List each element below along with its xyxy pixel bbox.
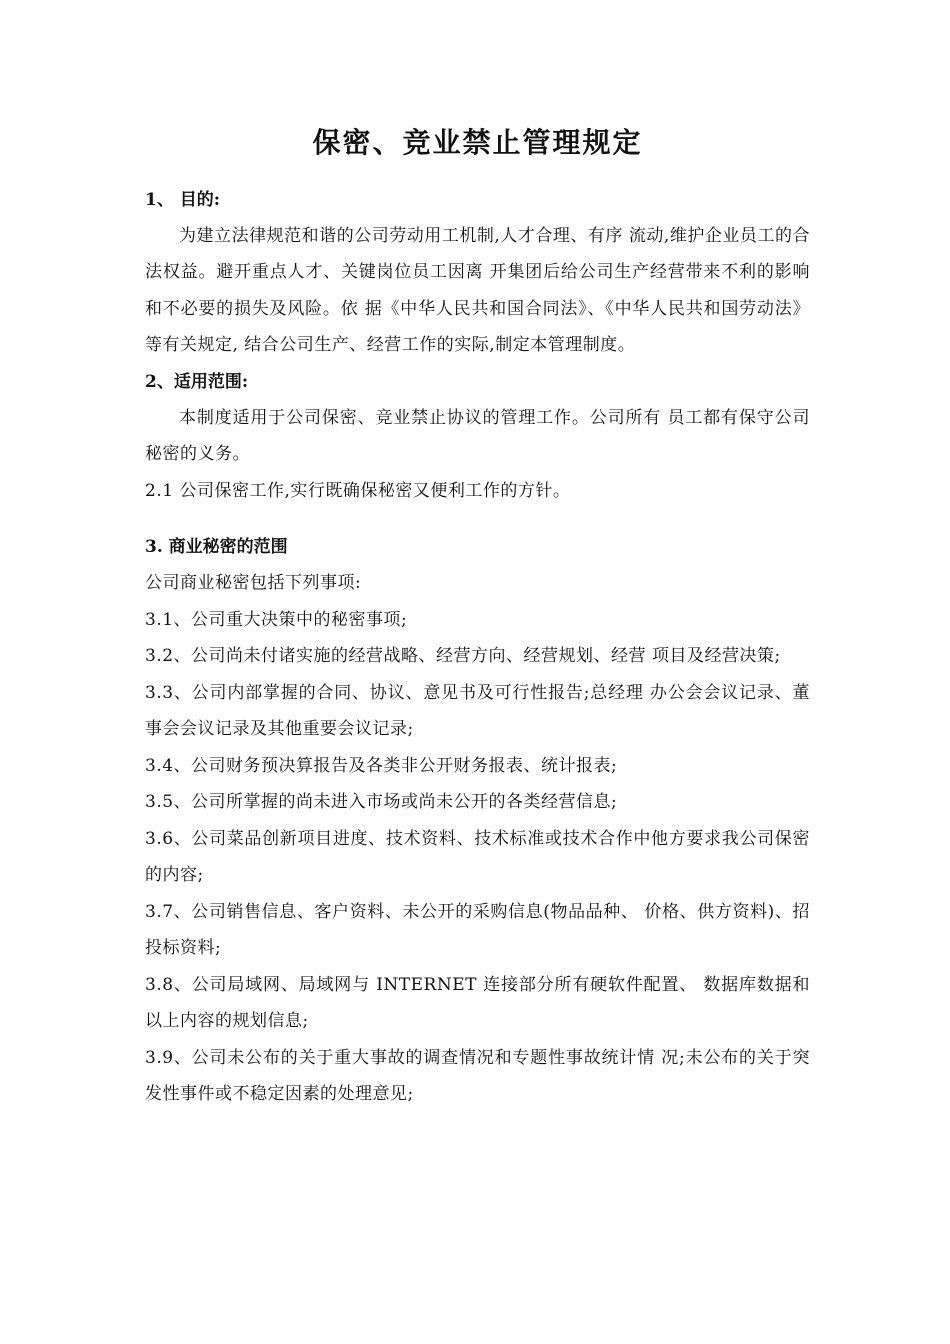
clause-3-5: 3.5、公司所掌握的尚未进入市场或尚未公开的各类经营信息; — [145, 792, 618, 813]
section-body-scope: 本制度适用于公司保密、竞业禁止协议的管理工作。公司所有 员工都有保守公司秘密的义务。 — [145, 407, 810, 465]
section-heading-scope: 2、适用范围: — [145, 371, 249, 392]
section-scope — [145, 364, 810, 510]
section-heading-purpose: 1、 目的: — [145, 189, 221, 210]
clause-3-6: 3.6、公司菜品创新项目进度、技术资料、技术标准或技术合作中他方要求我公司保密的内容; — [145, 828, 810, 886]
section-intro-trade-secrets: 公司商业秘密包括下列事项: — [145, 573, 362, 594]
section-gap — [145, 509, 810, 529]
section-heading-trade-secrets: 3. 商业秘密的范围 — [145, 537, 288, 558]
section-trade-secrets — [145, 529, 810, 1113]
section-purpose — [145, 182, 810, 364]
clause-2-1: 2.1 公司保密工作,实行既确保秘密又便利工作的方针。 — [145, 480, 571, 501]
clause-3-3: 3.3、公司内部掌握的合同、协议、意见书及可行性报告;总经理 办公会会议记录、董事会会议记录及其他重要会议记录; — [145, 682, 810, 740]
clause-3-8: 3.8、公司局域网、局域网与 INTERNET 连接部分所有硬软件配置、 数据库数据和以上内容的规划信息; — [145, 974, 810, 1032]
clause-3-1: 3.1、公司重大决策中的秘密事项; — [145, 609, 408, 630]
section-body-purpose: 为建立法律规范和谐的公司劳动用工机制,人才合理、有序 流动,维护企业员工的合法权益。避开重点人才、关键岗位员工因离 开集团后给公司生产经营带来不利的影响和不必要的损失及风险。依 据《中华人民共和国合同法》、《中华人民共和国劳动法》等有关规定, 结合公司生产、经营工作的实际,制定本管理制度。 — [145, 225, 810, 356]
clause-3-2: 3.2、公司尚未付诸实施的经营战略、经营方向、经营规划、经营 项目及经营决策; — [145, 646, 781, 667]
clause-3-9: 3.9、公司未公布的关于重大事故的调查情况和专题性事故统计情 况;未公布的关于突发性事件或不稳定因素的处理意见; — [145, 1047, 810, 1105]
clause-3-4: 3.4、公司财务预决算报告及各类非公开财务报表、统计报表; — [145, 755, 618, 776]
clause-3-7: 3.7、公司销售信息、客户资料、未公开的采购信息(物品品种、 价格、供方资料)、招投标资料; — [145, 901, 810, 959]
page-title: 保密、竞业禁止管理规定 — [312, 126, 643, 159]
